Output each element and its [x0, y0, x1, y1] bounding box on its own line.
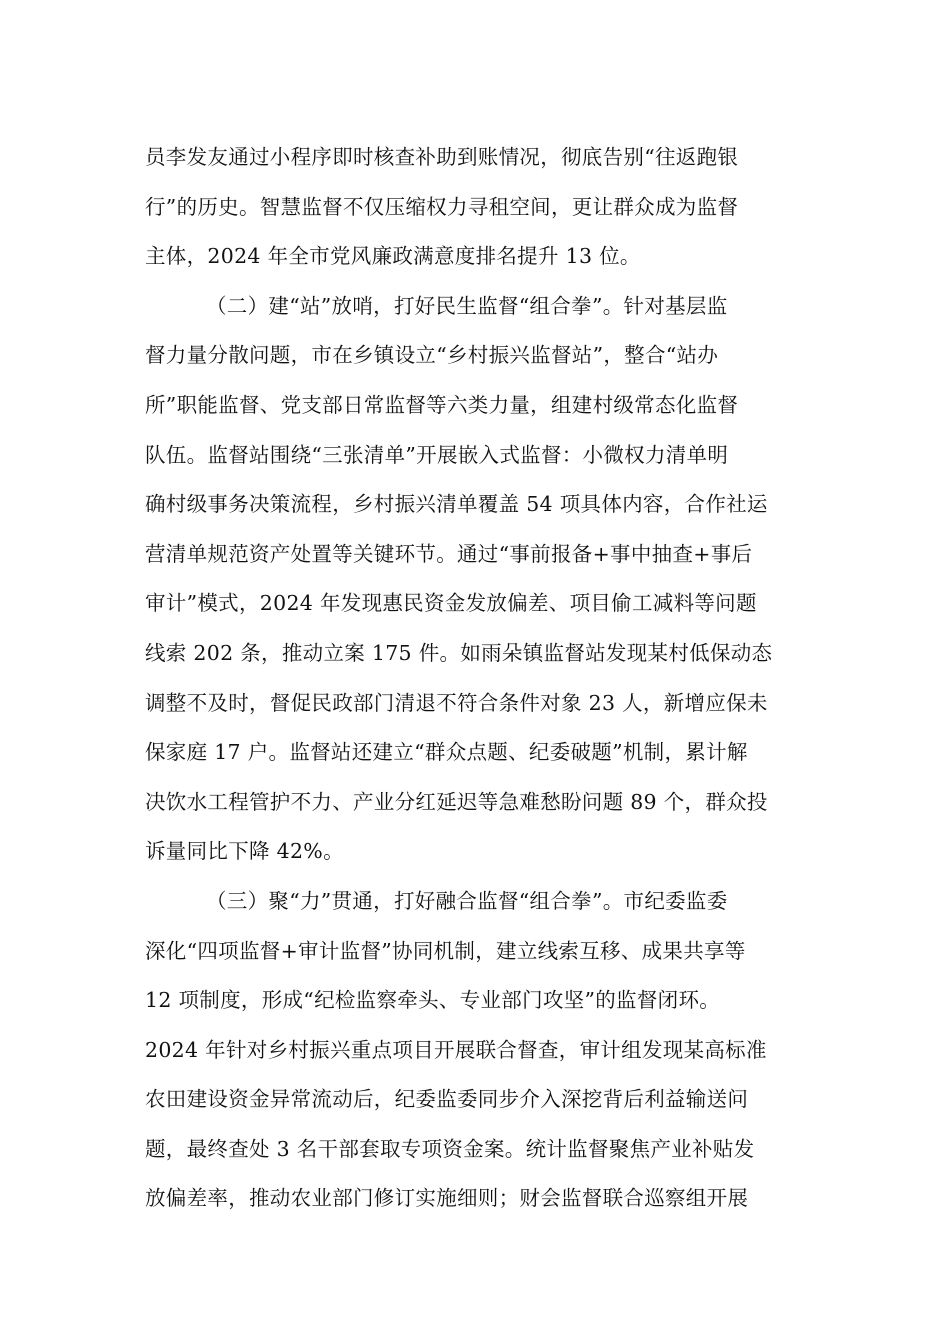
paragraph-3 — [145, 877, 810, 1224]
text-line: 决饮水工程管护不力、产业分红延迟等急难愁盼问题 89 个，群众投 — [145, 789, 768, 814]
text-line: 题，最终查处 3 名干部套取专项资金案。统计监督聚焦产业补贴发 — [145, 1136, 755, 1161]
text-line: 确村级事务决策流程，乡村振兴清单覆盖 54 项具体内容，合作社运 — [145, 492, 768, 517]
text-line: 深化“四项监督+审计监督”协同机制，建立线索互移、成果共享等 — [145, 938, 746, 963]
text-line: 审计”模式，2024 年发现惠民资金发放偏差、项目偷工减料等问题 — [145, 591, 757, 616]
document-body — [145, 133, 810, 1224]
text-line: （二）建“站”放哨，打好民生监督“组合拳”。针对基层监 — [206, 293, 728, 318]
text-line: 员李发友通过小程序即时核查补助到账情况，彻底告别“往返跑银 — [145, 145, 739, 169]
text-line: 主体，2024 年全市党风廉政满意度排名提升 13 位。 — [145, 244, 641, 269]
text-line: 督力量分散问题，市在乡镇设立“乡村振兴监督站”，整合“站办 — [145, 343, 719, 368]
text-line: 行”的历史。智慧监督不仅压缩权力寻租空间，更让群众成为监督 — [145, 194, 739, 219]
paragraph-2 — [145, 282, 810, 877]
paragraph-1 — [145, 133, 810, 282]
text-line: 线索 202 条，推动立案 175 件。如雨朵镇监督站发现某村低保动态 — [145, 640, 773, 665]
text-line: 12 项制度，形成“纪检监察牵头、专业部门攻坚”的监督闭环。 — [145, 988, 721, 1013]
text-line: 保家庭 17 户。监督站还建立“群众点题、纪委破题”机制，累计解 — [145, 740, 748, 765]
text-line: 农田建设资金异常流动后，纪委监委同步介入深挖背后利益输送问 — [145, 1087, 749, 1112]
text-line: 诉量同比下降 42%。 — [145, 839, 344, 864]
text-line: 2024 年针对乡村振兴重点项目开展联合督查，审计组发现某高标准 — [145, 1037, 767, 1062]
text-line: （三）聚“力”贯通，打好融合监督“组合拳”。市纪委监委 — [206, 888, 728, 913]
text-line: 调整不及时，督促民政部门清退不符合条件对象 23 人，新增应保未 — [145, 690, 768, 715]
text-line: 所”职能监督、党支部日常监督等六类力量，组建村级常态化监督 — [145, 392, 739, 417]
text-line: 队伍。监督站围绕“三张清单”开展嵌入式监督：小微权力清单明 — [145, 442, 729, 467]
text-line: 营清单规范资产处置等关键环节。通过“事前报备+事中抽查+事后 — [145, 541, 753, 566]
text-line: 放偏差率，推动农业部门修订实施细则；财会监督联合巡察组开展 — [145, 1186, 749, 1211]
